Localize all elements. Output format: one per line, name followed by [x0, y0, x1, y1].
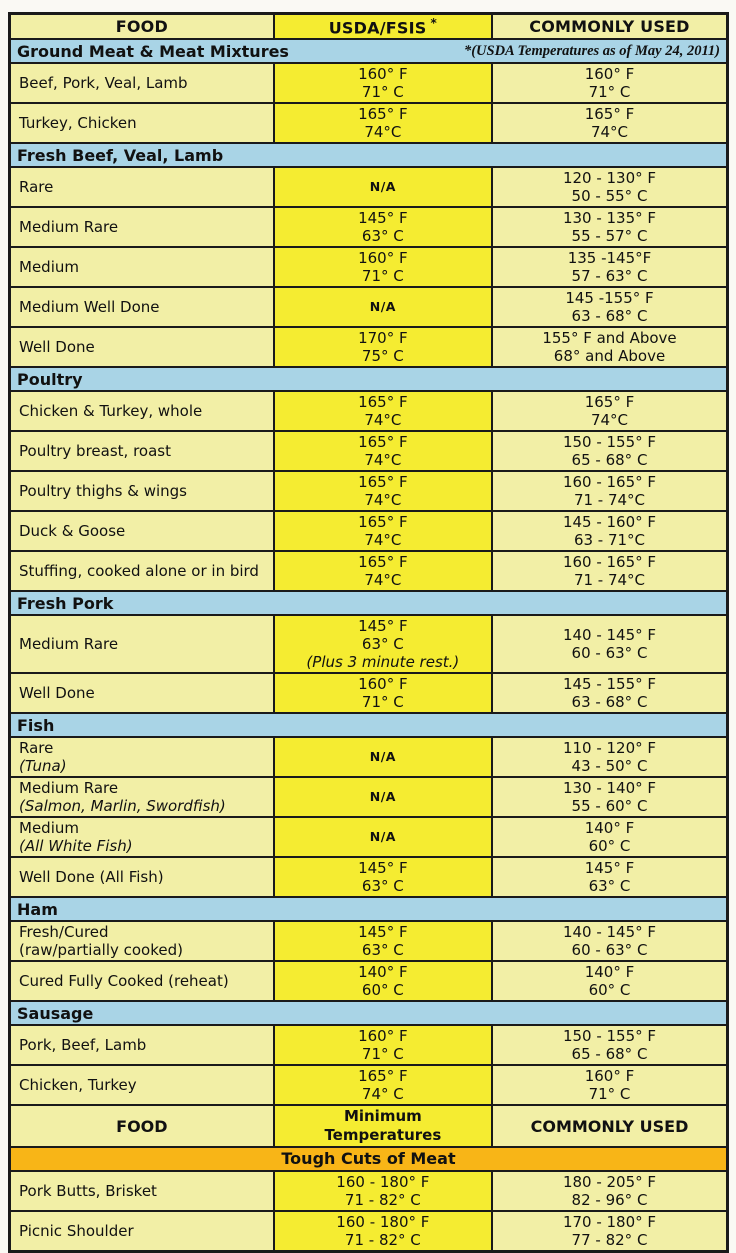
- usda-temp-line: 145° F: [358, 859, 408, 878]
- table-header-row: [10, 14, 728, 40]
- common-temp-line: 135 -145°F: [567, 249, 652, 268]
- usda-temp-line: 145° F: [358, 923, 408, 942]
- common-temp-line: 63° C: [588, 877, 631, 896]
- food-name-line: (All White Fish): [19, 837, 133, 856]
- common-temp-cell: [492, 103, 728, 143]
- usda-temp-line: 74°C: [364, 451, 402, 470]
- food-row: [10, 103, 728, 143]
- food-row: [10, 673, 728, 713]
- common-temp-line: 140° F: [584, 963, 635, 982]
- usda-temp-line: 74°C: [364, 531, 402, 550]
- food-name-line: Medium Rare: [19, 218, 119, 237]
- common-temp-line: 165° F: [584, 105, 635, 124]
- usda-temp-line: 140° F: [358, 963, 408, 982]
- food-name-line: (Tuna): [19, 757, 67, 776]
- food-name-line: Well Done: [19, 338, 95, 357]
- common-temp-line: 160° F: [584, 65, 635, 84]
- common-temp-line: 155° F and Above: [542, 329, 677, 348]
- common-temp-line: 150 - 155° F: [562, 1027, 657, 1046]
- common-temp-line: 43 - 50° C: [571, 757, 648, 776]
- usda-temp-line: 75° C: [361, 347, 404, 366]
- usda-temp-cell: [274, 471, 492, 511]
- section-row: [10, 591, 728, 615]
- food-name-line: Chicken & Turkey, whole: [19, 402, 203, 421]
- usda-temp-line: 165° F: [358, 105, 408, 124]
- food-row: [10, 287, 728, 327]
- usda-temp-cell: [274, 1211, 492, 1252]
- usda-temp-line: N/A: [369, 179, 396, 195]
- common-temp-line: 65 - 68° C: [571, 1045, 648, 1064]
- food-name-line: Medium: [19, 819, 79, 838]
- usda-temp-cell: [274, 391, 492, 431]
- food-column-header: [10, 14, 274, 40]
- food-row: [10, 391, 728, 431]
- food-name-cell: [10, 673, 274, 713]
- common-temp-line: 60 - 63° C: [571, 941, 648, 960]
- usda-temp-line: 165° F: [358, 433, 408, 452]
- usda-temp-cell: [274, 287, 492, 327]
- common-temp-line: 63 - 71°C: [573, 531, 646, 550]
- usda-header-label: USDA/FSIS: [328, 18, 427, 38]
- common-temp-line: 160 - 165° F: [562, 553, 657, 572]
- usda-temp-cell: [274, 167, 492, 207]
- minimum-temps-header-line: Temperatures: [324, 1126, 442, 1145]
- usda-temp-line: 71° C: [361, 83, 404, 102]
- usda-temp-line: 170° F: [358, 329, 408, 348]
- common-temp-cell: [492, 615, 728, 673]
- section-row: [10, 897, 728, 921]
- food-column-header-2: FOOD: [10, 1105, 274, 1147]
- food-name-line: Medium Rare: [19, 635, 119, 654]
- common-temp-line: 120 - 130° F: [562, 169, 657, 188]
- common-temp-line: 160° F: [584, 1067, 635, 1086]
- usda-temp-cell: [274, 247, 492, 287]
- common-temp-line: 63 - 68° C: [571, 307, 648, 326]
- usda-temp-line: 160° F: [358, 1027, 408, 1046]
- usda-temp-cell: [274, 921, 492, 961]
- common-temp-line: 165° F: [584, 393, 635, 412]
- common-temp-line: 145° F: [584, 859, 635, 878]
- food-row: [10, 431, 728, 471]
- food-name-line: Duck & Goose: [19, 522, 126, 541]
- section-bar: [10, 39, 728, 63]
- food-row: [10, 737, 728, 777]
- usda-note: *(USDA Temperatures as of May 24, 2011): [463, 42, 720, 59]
- table-body: [10, 39, 728, 1252]
- common-temp-cell: [492, 247, 728, 287]
- common-temp-line: 71 - 74°C: [573, 571, 646, 590]
- common-temp-line: 71° C: [588, 83, 631, 102]
- common-column-header-2: COMMONLY USED: [492, 1105, 728, 1147]
- usda-temp-line: N/A: [369, 829, 396, 845]
- usda-temp-line: 74°C: [364, 411, 402, 430]
- usda-temp-line: 71 - 82° C: [344, 1191, 421, 1210]
- usda-temp-cell: [274, 615, 492, 673]
- common-temp-cell: [492, 471, 728, 511]
- section-bar: [10, 1001, 728, 1025]
- common-temp-cell: [492, 287, 728, 327]
- common-temp-cell: [492, 1171, 728, 1211]
- usda-temp-line: 71 - 82° C: [344, 1231, 421, 1250]
- food-name-line: Medium Well Done: [19, 298, 160, 317]
- common-temp-cell: [492, 737, 728, 777]
- minimum-temps-column-header: [274, 1105, 492, 1147]
- common-temp-line: 77 - 82° C: [571, 1231, 648, 1250]
- usda-temp-line: (Plus 3 minute rest.): [306, 653, 460, 672]
- usda-temp-line: 165° F: [358, 393, 408, 412]
- usda-temp-line: N/A: [369, 789, 396, 805]
- usda-temp-line: 165° F: [358, 473, 408, 492]
- section-bar: [10, 143, 728, 167]
- section-bar-orange: [10, 1147, 728, 1171]
- usda-temp-cell: [274, 551, 492, 591]
- common-temp-line: 140 - 145° F: [562, 626, 657, 645]
- food-name-line: (Salmon, Marlin, Swordfish): [19, 797, 226, 816]
- common-temp-line: 145 -155° F: [565, 289, 654, 308]
- common-temp-cell: [492, 1025, 728, 1065]
- food-row: [10, 471, 728, 511]
- usda-temp-cell: [274, 737, 492, 777]
- food-row: [10, 1065, 728, 1105]
- usda-temp-cell: [274, 777, 492, 817]
- food-name-cell: [10, 817, 274, 857]
- food-name-line: Medium: [19, 258, 79, 277]
- common-temp-cell: [492, 63, 728, 103]
- usda-temp-line: 60° C: [361, 981, 404, 1000]
- mid-header-row: [10, 1105, 728, 1147]
- usda-temp-cell: [274, 431, 492, 471]
- common-temp-line: 50 - 55° C: [571, 187, 648, 206]
- section-title: Poultry: [17, 369, 83, 389]
- usda-temp-line: 74°C: [364, 571, 402, 590]
- common-temp-cell: [492, 327, 728, 367]
- common-temp-line: 71° C: [588, 1085, 631, 1104]
- common-temp-line: 130 - 135° F: [562, 209, 657, 228]
- food-row: [10, 857, 728, 897]
- usda-temp-cell: [274, 961, 492, 1001]
- common-temp-line: 55 - 57° C: [571, 227, 648, 246]
- common-temp-cell: [492, 921, 728, 961]
- section-bar: [10, 897, 728, 921]
- food-name-line: Well Done: [19, 684, 95, 703]
- common-temp-cell: [492, 777, 728, 817]
- usda-temp-cell: [274, 327, 492, 367]
- section-bar: [10, 367, 728, 391]
- food-name-line: Beef, Pork, Veal, Lamb: [19, 74, 188, 93]
- food-row: [10, 247, 728, 287]
- food-name-cell: [10, 857, 274, 897]
- food-name-cell: [10, 777, 274, 817]
- usda-temp-line: N/A: [369, 299, 396, 315]
- food-row: [10, 1025, 728, 1065]
- food-row: [10, 961, 728, 1001]
- section-title: Fresh Pork: [17, 593, 114, 613]
- common-temp-line: 180 - 205° F: [562, 1173, 657, 1192]
- section-bar: [10, 713, 728, 737]
- common-temp-line: 65 - 68° C: [571, 451, 648, 470]
- common-temp-line: 63 - 68° C: [571, 693, 648, 712]
- food-name-cell: [10, 207, 274, 247]
- common-temp-line: 145 - 160° F: [562, 513, 657, 532]
- usda-temp-line: 160 - 180° F: [336, 1213, 430, 1232]
- usda-temp-line: 63° C: [361, 635, 404, 654]
- food-name-line: Medium Rare: [19, 779, 119, 798]
- food-name-cell: [10, 1211, 274, 1252]
- usda-temp-line: 63° C: [361, 227, 404, 246]
- food-row: [10, 921, 728, 961]
- common-temp-line: 57 - 63° C: [571, 267, 648, 286]
- food-name-line: Poultry thighs & wings: [19, 482, 187, 501]
- common-header-label: COMMONLY USED: [529, 17, 690, 37]
- food-name-cell: [10, 921, 274, 961]
- food-name-line: Fresh/Cured: [19, 923, 109, 942]
- usda-temp-cell: [274, 63, 492, 103]
- food-name-cell: [10, 247, 274, 287]
- food-name-cell: [10, 511, 274, 551]
- usda-temp-line: 160° F: [358, 675, 408, 694]
- common-temp-line: 60 - 63° C: [571, 644, 648, 663]
- common-temp-line: 60° C: [588, 837, 631, 856]
- common-temp-line: 74°C: [590, 411, 629, 430]
- usda-column-header: [274, 14, 492, 40]
- common-column-header: [492, 14, 728, 40]
- usda-temp-line: 165° F: [358, 1067, 408, 1086]
- food-name-cell: [10, 103, 274, 143]
- section-title: Tough Cuts of Meat: [281, 1149, 456, 1169]
- common-temp-cell: [492, 961, 728, 1001]
- food-name-line: Cured Fully Cooked (reheat): [19, 972, 229, 991]
- section-row: [10, 1001, 728, 1025]
- common-temp-cell: [492, 857, 728, 897]
- food-row: [10, 63, 728, 103]
- common-temp-cell: [492, 431, 728, 471]
- food-name-line: (raw/partially cooked): [19, 941, 183, 960]
- food-name-cell: [10, 287, 274, 327]
- usda-temp-cell: [274, 1065, 492, 1105]
- common-temp-line: 110 - 120° F: [562, 739, 657, 758]
- common-temp-line: 170 - 180° F: [562, 1213, 657, 1232]
- usda-asterisk: *: [430, 16, 437, 30]
- food-row: [10, 615, 728, 673]
- usda-temp-line: 63° C: [361, 941, 404, 960]
- section-bar: [10, 591, 728, 615]
- section-title: Fresh Beef, Veal, Lamb: [17, 145, 224, 165]
- food-row: [10, 551, 728, 591]
- section-row-orange: [10, 1147, 728, 1171]
- section-row: [10, 39, 728, 63]
- food-row: [10, 207, 728, 247]
- common-temp-cell: [492, 1211, 728, 1252]
- food-name-line: Pork Butts, Brisket: [19, 1182, 157, 1201]
- usda-temp-cell: [274, 103, 492, 143]
- food-name-line: Poultry breast, roast: [19, 442, 171, 461]
- common-temp-cell: [492, 207, 728, 247]
- food-row: [10, 817, 728, 857]
- section-title: Ground Meat & Meat Mixtures: [17, 41, 289, 61]
- common-temp-cell: [492, 511, 728, 551]
- food-row: [10, 327, 728, 367]
- food-name-line: Chicken, Turkey: [19, 1076, 137, 1095]
- usda-temp-line: 74° C: [361, 1085, 404, 1104]
- usda-temp-line: 160° F: [358, 249, 408, 268]
- usda-temp-cell: [274, 1171, 492, 1211]
- food-name-cell: [10, 1025, 274, 1065]
- food-name-cell: [10, 431, 274, 471]
- usda-temp-cell: [274, 511, 492, 551]
- usda-temp-cell: [274, 673, 492, 713]
- usda-temp-line: 160° F: [358, 65, 408, 84]
- usda-temp-line: 71° C: [361, 267, 404, 286]
- common-temp-line: 74°C: [590, 123, 629, 142]
- common-temp-cell: [492, 551, 728, 591]
- common-temp-line: 150 - 155° F: [562, 433, 657, 452]
- food-name-cell: [10, 1171, 274, 1211]
- food-row: [10, 1211, 728, 1252]
- common-temp-cell: [492, 817, 728, 857]
- usda-temp-line: 165° F: [358, 513, 408, 532]
- common-temp-line: 140° F: [584, 819, 635, 838]
- common-temp-cell: [492, 1065, 728, 1105]
- section-title: Ham: [17, 899, 58, 919]
- food-name-cell: [10, 737, 274, 777]
- common-temp-line: 160 - 165° F: [562, 473, 657, 492]
- section-row: [10, 713, 728, 737]
- common-temp-line: 71 - 74°C: [573, 491, 646, 510]
- food-name-line: Well Done (All Fish): [19, 868, 164, 887]
- usda-temp-line: 63° C: [361, 877, 404, 896]
- common-temp-line: 82 - 96° C: [571, 1191, 648, 1210]
- usda-temp-cell: [274, 1025, 492, 1065]
- food-name-cell: [10, 1065, 274, 1105]
- common-temp-line: 140 - 145° F: [562, 923, 657, 942]
- section-row: [10, 367, 728, 391]
- usda-temp-line: 71° C: [361, 1045, 404, 1064]
- food-name-cell: [10, 63, 274, 103]
- food-name-cell: [10, 167, 274, 207]
- food-header-label: FOOD: [115, 17, 168, 37]
- common-temp-line: 55 - 60° C: [571, 797, 648, 816]
- cooking-temperature-table: [8, 12, 729, 1253]
- food-name-cell: [10, 471, 274, 511]
- common-temp-line: 60° C: [588, 981, 631, 1000]
- minimum-temps-header-line: Minimum: [343, 1107, 422, 1126]
- usda-temp-cell: [274, 817, 492, 857]
- food-name-line: Pork, Beef, Lamb: [19, 1036, 147, 1055]
- usda-temp-line: 74°C: [364, 491, 402, 510]
- food-row: [10, 777, 728, 817]
- common-temp-line: 130 - 140° F: [562, 779, 657, 798]
- common-temp-cell: [492, 391, 728, 431]
- usda-temp-line: 71° C: [361, 693, 404, 712]
- food-name-line: Stuffing, cooked alone or in bird: [19, 562, 259, 581]
- usda-temp-line: 145° F: [358, 209, 408, 228]
- usda-temp-line: 145° F: [358, 617, 408, 636]
- food-name-cell: [10, 961, 274, 1001]
- usda-temp-line: 74°C: [364, 123, 402, 142]
- food-name-line: Turkey, Chicken: [19, 114, 137, 133]
- food-name-cell: [10, 615, 274, 673]
- food-row: [10, 1171, 728, 1211]
- food-name-cell: [10, 551, 274, 591]
- common-temp-line: 145 - 155° F: [562, 675, 657, 694]
- food-row: [10, 511, 728, 551]
- usda-temp-line: 165° F: [358, 553, 408, 572]
- usda-temp-cell: [274, 857, 492, 897]
- usda-temp-line: N/A: [369, 749, 396, 765]
- usda-temp-cell: [274, 207, 492, 247]
- section-title: Sausage: [17, 1003, 94, 1023]
- section-title: Fish: [17, 715, 55, 735]
- common-temp-cell: [492, 673, 728, 713]
- food-name-line: Picnic Shoulder: [19, 1222, 134, 1241]
- food-name-line: Rare: [19, 739, 54, 758]
- common-temp-line: 68° and Above: [553, 347, 666, 366]
- food-name-line: Rare: [19, 178, 54, 197]
- section-row: [10, 143, 728, 167]
- food-row: [10, 167, 728, 207]
- usda-temp-line: 160 - 180° F: [336, 1173, 430, 1192]
- common-temp-cell: [492, 167, 728, 207]
- food-name-cell: [10, 391, 274, 431]
- food-name-cell: [10, 327, 274, 367]
